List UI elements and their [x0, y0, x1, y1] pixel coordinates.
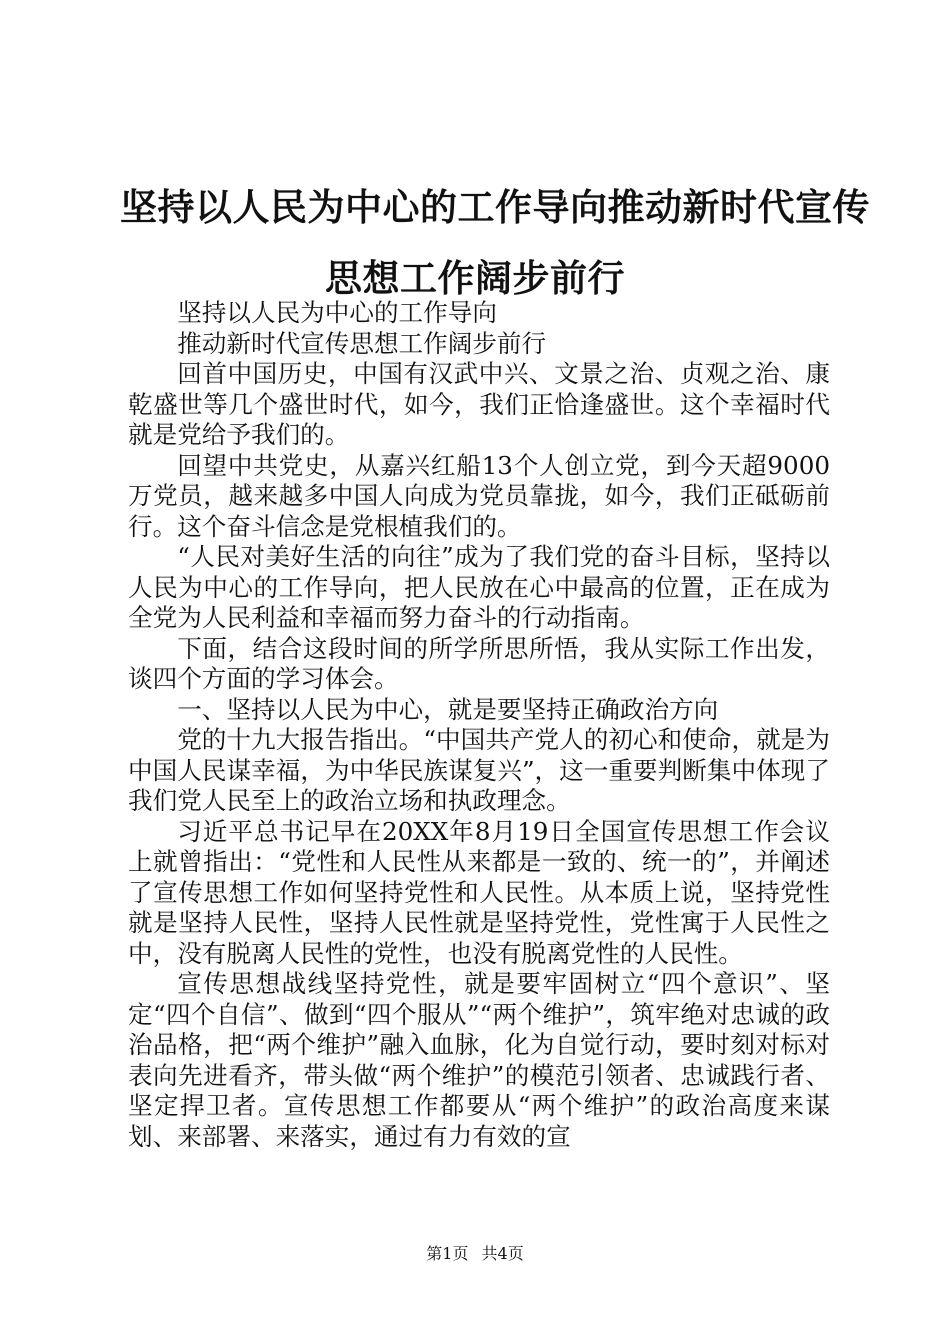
paragraph: 下面，结合这段时间的所学所思所悟，我从实际工作出发，谈四个方面的学习体会。	[128, 633, 830, 693]
paragraph: 坚持以人民为中心的工作导向	[177, 298, 497, 327]
document-title	[120, 172, 870, 314]
paragraph: 推动新时代宣传思想工作阔步前行	[177, 328, 547, 358]
paragraph: 回望中共党史，从嘉兴红船13个人创立党，到今天超9000万党员，越来越多中国人向成为党员靠拢，如今，我们正砥砺前行。这个奋斗信念是党根植我们的。	[128, 450, 830, 541]
paragraph: 党的十九大报告指出。“中国共产党人的初心和使命，就是为中国人民谋幸福，为中华民族谋复兴”，这一重要判断集中体现了我们党人民至上的政治立场和执政理念。	[128, 725, 830, 815]
document-body	[128, 298, 830, 1152]
section-heading: 一、坚持以人民为中心，就是要坚持正确政治方向	[177, 694, 719, 724]
page-number: 第1页	[426, 1244, 469, 1263]
title-line-2: 思想工作阔步前行	[325, 257, 625, 300]
paragraph: 宣传思想战线坚持党性，就是要牢固树立“四个意识”、坚定“四个自信”、做到“四个服从”“两个维护”，筑牢绝对忠诚的政治品格，把“两个维护”融入血脉，化为自觉行动，要时刻对标对表向先进看齐，带头做“两个维护”的模范引领者、忠诚践行者、坚定捍卫者。宣传思想工作都要从“两个维护”的政治高度来谋划、来部署、来落实，通过有力有效的宣	[128, 969, 830, 1151]
title-line-1: 坚持以人民为中心的工作导向推动新时代宣传	[120, 186, 870, 229]
paragraph: 回首中国历史，中国有汉武中兴、文景之治、贞观之治、康乾盛世等几个盛世时代，如今，我们正恰逢盛世。这个幸福时代就是党给予我们的。	[128, 359, 830, 449]
page-total: 共4页	[481, 1244, 524, 1263]
page-footer	[0, 1244, 950, 1264]
paragraph: 习近平总书记早在20XX年8月19日全国宣传思想工作会议上就曾指出：“党性和人民性从来都是一致的、统一的”，并阐述了宣传思想工作如何坚持党性和人民性。从本质上说，坚持党性就是坚持人民性，坚持人民性就是坚持党性，党性寓于人民性之中，没有脱离人民性的党性，也没有脱离党性的人民性。	[128, 816, 830, 968]
paragraph: “人民对美好生活的向往”成为了我们党的奋斗目标，坚持以人民为中心的工作导向，把人民放在心中最高的位置，正在成为全党为人民利益和幸福而努力奋斗的行动指南。	[128, 542, 830, 632]
